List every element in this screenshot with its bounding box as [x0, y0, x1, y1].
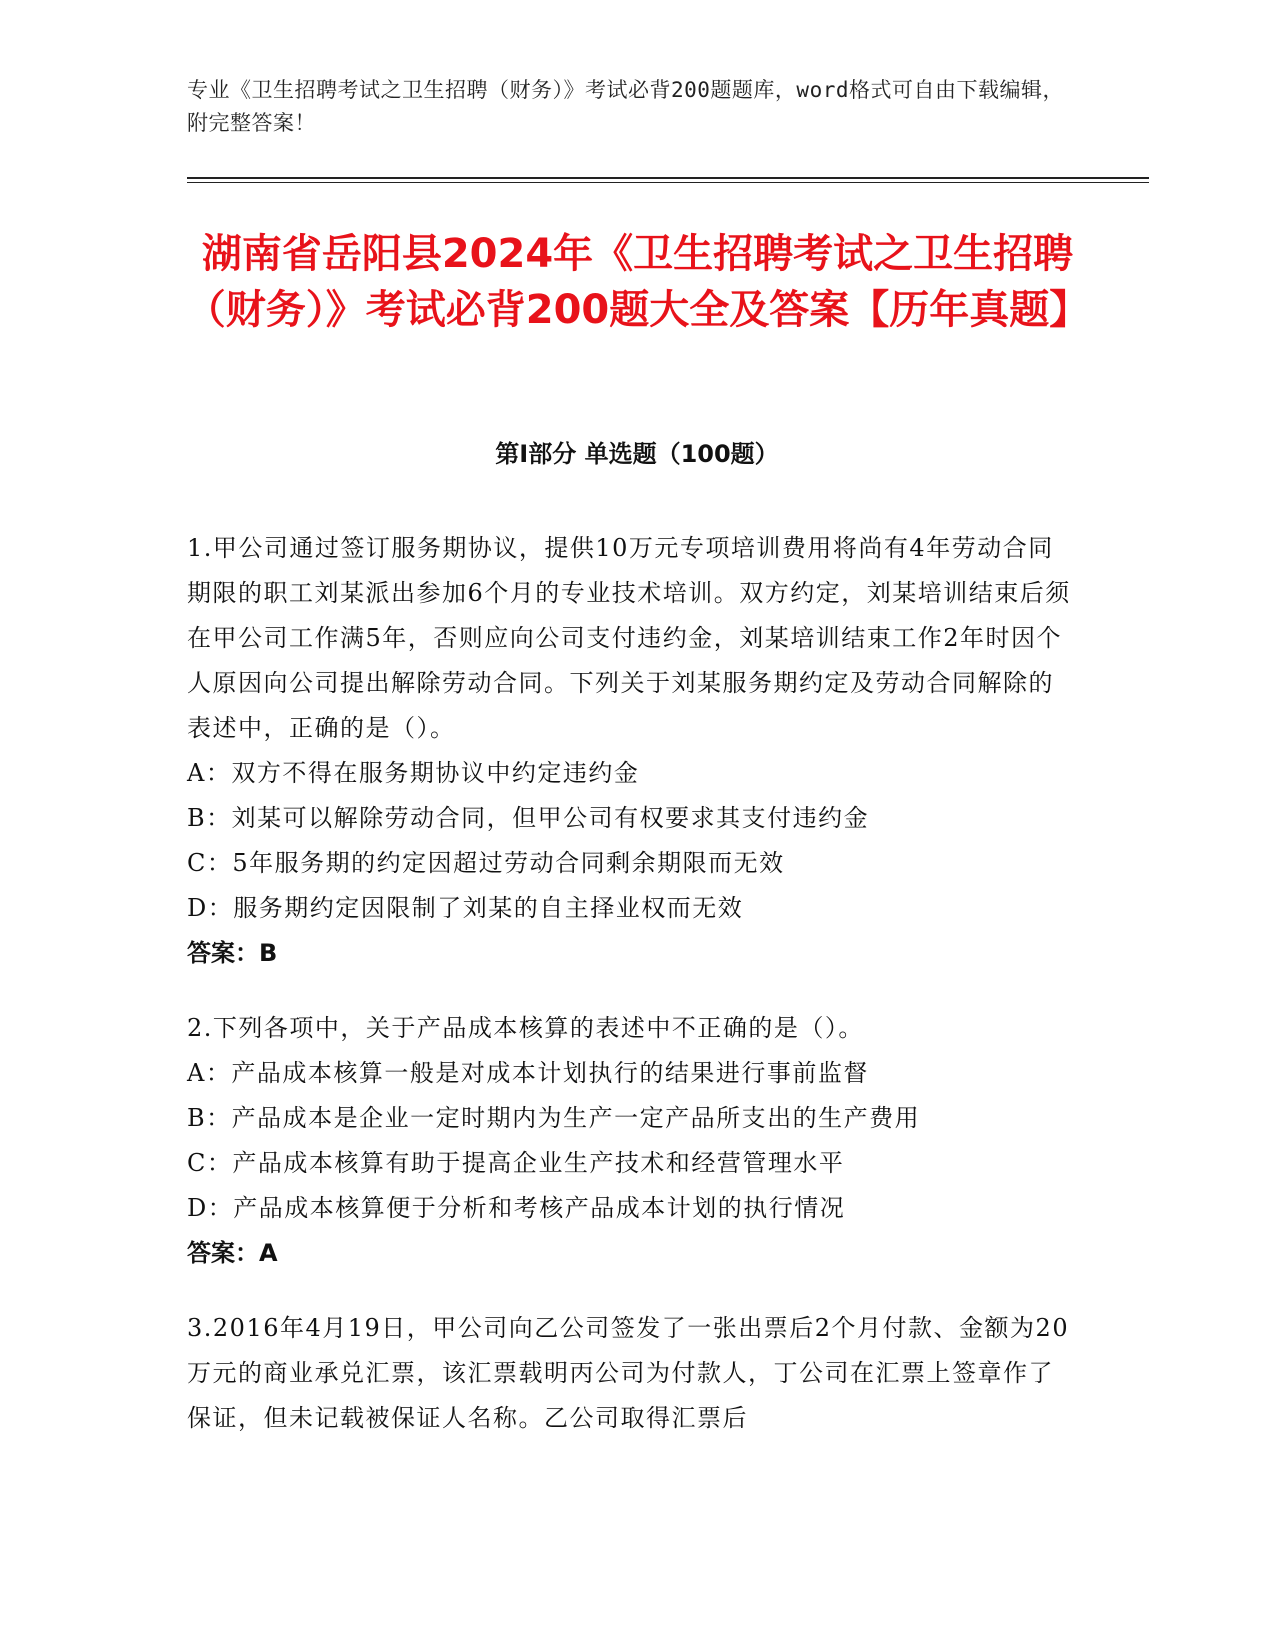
- question-3: [187, 1306, 1077, 1441]
- question-1: [187, 526, 1077, 976]
- question-2: [187, 1006, 1077, 1276]
- header-divider-thick: [187, 177, 1149, 179]
- document-title: 湖南省岳阳县2024年《卫生招聘考试之卫生招聘（财务）》考试必背200题大全及答案【历年真题】: [185, 231, 1090, 333]
- answer: 答案：B: [187, 939, 278, 967]
- option-a: A：双方不得在服务期协议中约定违约金: [187, 759, 640, 787]
- question-list: [187, 526, 1077, 1471]
- answer: 答案：A: [187, 1239, 278, 1267]
- option-a: A：产品成本核算一般是对成本计划执行的结果进行事前监督: [187, 1059, 869, 1087]
- question-stem: 1.甲公司通过签订服务期协议，提供10万元专项培训费用将尚有4年劳动合同期限的职工刘某派出参加6个月的专业技术培训。双方约定，刘某培训结束后须在甲公司工作满5年，否则应向公司支付违约金，刘某培训结束工作2年时因个人原因向公司提出解除劳动合同。下列关于刘某服务期约定及劳动合同解除的表述中，正确的是（）。: [187, 534, 1071, 742]
- option-d: D：产品成本核算便于分析和考核产品成本计划的执行情况: [187, 1194, 846, 1222]
- question-stem: 2.下列各项中，关于产品成本核算的表述中不正确的是（）。: [187, 1014, 864, 1042]
- option-b: B：产品成本是企业一定时期内为生产一定产品所支出的生产费用: [187, 1104, 921, 1132]
- option-c: C：产品成本核算有助于提高企业生产技术和经营管理水平: [187, 1149, 845, 1177]
- header-divider-thin: [187, 182, 1149, 183]
- option-b: B：刘某可以解除劳动合同，但甲公司有权要求其支付违约金: [187, 804, 870, 832]
- section-heading: 第I部分 单选题（100题）: [495, 440, 779, 468]
- question-stem: 3.2016年4月19日，甲公司向乙公司签发了一张出票后2个月付款、金额为20万元的商业承兑汇票，该汇票载明丙公司为付款人，丁公司在汇票上签章作了保证，但未记载被保证人名称。乙公司取得汇票后: [187, 1314, 1070, 1432]
- option-c: C：5年服务期的约定因超过劳动合同剩余期限而无效: [187, 849, 785, 877]
- option-d: D：服务期约定因限制了刘某的自主择业权而无效: [187, 894, 744, 922]
- header-note: 专业《卫生招聘考试之卫生招聘（财务）》考试必背200题题库，word格式可自由下载编辑，附完整答案！: [187, 78, 1064, 135]
